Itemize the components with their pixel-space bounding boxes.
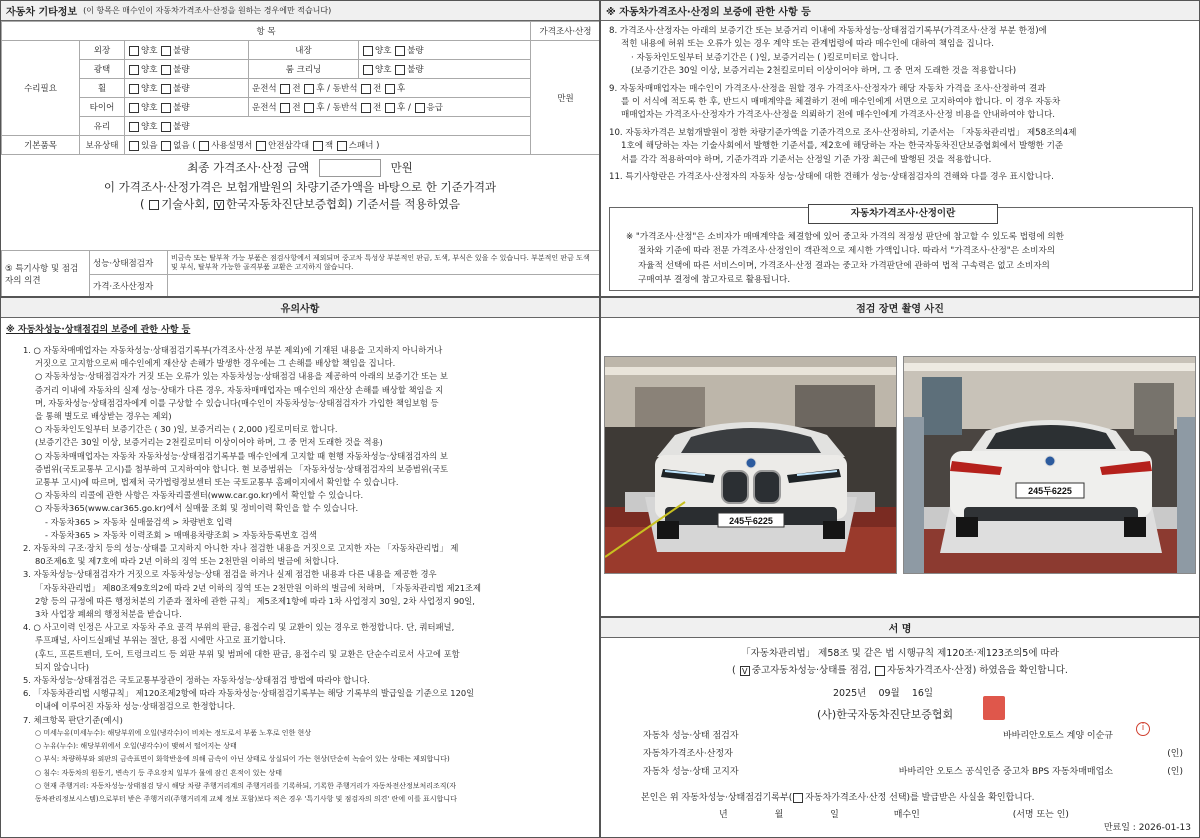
warranty-item: 서를 각각 적용하여야 하며, 기준가격과 기준서는 산정일 기준 가장 최근에 발행된 것을 적용합니다. [621, 154, 992, 165]
notes-header: 유의사항 [1, 298, 599, 318]
gloss-good-checkbox[interactable] [129, 65, 139, 75]
note-line: ○ 자동차365(www.car365.go.kr)에서 실매물 조회 및 정비이력 확인을 할 수 있습니다. [35, 503, 359, 514]
price-definition-title: 자동차가격조사·산정이란 [808, 204, 998, 224]
note-line: ○ 미세누유(미세누수): 해당부위에 오일(냉각수)이 비치는 정도로서 부품 노후로 인한 현상 [35, 728, 312, 737]
note-line: 2항 등의 규정에 따른 행정처분의 기준과 절차에 관한 규칙」 제5조제1항에 따라 1차 사업정지 30일, 2차 사업정지 90일, [35, 595, 475, 606]
note-line: 거짓으로 고지함으로써 매수인에게 재산상 손해가 발생한 경우에는 그 손해를 배상할 책임을 집니다. [35, 358, 396, 369]
manual-checkbox[interactable] [199, 141, 209, 151]
gloss-label: 광택 [80, 60, 125, 79]
holding-label: 보유상태 [80, 136, 125, 155]
wheel-passenger-rear-checkbox[interactable] [385, 84, 395, 94]
room-cleaning-label: 룸 크리닝 [249, 60, 359, 79]
pricer-label: 가격·조사산정자 [90, 275, 168, 298]
note-line: 3차 사업장 폐쇄의 행정처분을 받습니다. [35, 609, 182, 620]
note-line: ○ 누유(누수): 해당부위에서 오일(냉각수)이 맺혀서 떨어지는 상태 [35, 742, 237, 751]
basis-line1: 이 가격조사·산정가격은 보험개발원의 차량기준가액을 바탕으로 한 기준가격과 [103, 180, 497, 194]
tire-passenger-front-checkbox[interactable] [361, 103, 371, 113]
note-line: 되지 않습니다) [35, 661, 89, 672]
tire-options: 양호 불량 [125, 98, 249, 117]
wheel-driver-front-checkbox[interactable] [280, 84, 290, 94]
warranty-item: 9. 자동차매매업자는 매수인이 가격조사·산정을 원할 경우 가격조사·산정자가 해당 자동차 가격을 조사·산정하여 결과 [609, 83, 1046, 94]
note-line: 5. 자동차성능·상태점검은 국토교통부장관이 정하는 자동차성능·상태점검 방법에 따라야 합니다. [23, 675, 370, 686]
note-line: 증거리 이내에 자동차의 실제 성능·상태가 다른 경우, 자동차매매업자는 매수인의 재산상 손해를 배상할 책임을 지 [35, 384, 444, 395]
repair-label: 수리필요 [2, 41, 80, 136]
other-info-table [1, 21, 600, 155]
exterior-bad-checkbox[interactable] [161, 46, 171, 56]
definition-line: 절차와 기준에 따라 전문 가격조사·산정인이 객관적으로 제시한 가액입니다. 따라서 "가격조사·산정"은 소비자의 [638, 246, 1055, 257]
remarks-table [1, 250, 600, 297]
wheel-driver-rear-checkbox[interactable] [304, 84, 314, 94]
interior-good-checkbox[interactable] [363, 46, 373, 56]
tire-driver-rear-checkbox[interactable] [304, 103, 314, 113]
signature-org: (사)한국자동차진단보증협회 [817, 708, 954, 721]
rear-plate-text: 245두6225 [1028, 486, 1072, 496]
note-line: ○ 침수: 자동차의 원동기, 변속기 등 주요장치 일부가 물에 잠긴 흔적이 있는 상태 [35, 768, 283, 777]
final-price-row [1, 159, 599, 177]
basis-assoc-checkbox[interactable]: V [214, 200, 224, 210]
note-line: (후드, 프론트펜더, 도어, 트렁크리드 등 외판 부위 및 범퍼에 대한 판금, 용접수리 및 교환은 단순수리로서 사고에 포함 [35, 648, 460, 659]
gloss-bad-checkbox[interactable] [161, 65, 171, 75]
room-bad-checkbox[interactable] [395, 65, 405, 75]
price-warranty-panel [600, 0, 1200, 297]
association-seal [983, 696, 1005, 720]
signature-line1: 「자동차관리법」 제58조 및 같은 법 시행규칙 제120조·제123조의5에 따라 [741, 648, 1059, 659]
price-checkbox[interactable] [875, 666, 885, 676]
final-price-label: 최종 가격조사·산정 금액 [187, 160, 310, 175]
tire-position-options: 운전석 전 후 / 동반석 전 후 / 응급 [249, 98, 531, 117]
spanner-checkbox[interactable] [337, 141, 347, 151]
note-line: ○ 부식: 차량하부와 외판의 금속표면이 화학반응에 의해 금속이 아닌 상태로 상실되어 가는 현상(단순히 녹슬어 있는 상태는 제외합니다) [35, 755, 450, 764]
rear-car-photo [903, 356, 1196, 574]
wheel-bad-checkbox[interactable] [161, 84, 171, 94]
definition-line: 구매여부 결정에 참고자료로 활용됩니다. [638, 275, 791, 286]
signature-row [643, 764, 1183, 782]
note-line: 7. 체크항목 판단기준(예시) [23, 714, 123, 725]
pricer-note [168, 275, 601, 298]
jack-checkbox[interactable] [313, 141, 323, 151]
note-line: 「자동차관리법」 제80조제9호의2에 따라 2년 이하의 징역 또는 2천만원 이하의 벌금에 처하며, 「자동차관리법 제21조제 [35, 582, 482, 593]
tire-driver-front-checkbox[interactable] [280, 103, 290, 113]
holding-have-checkbox[interactable] [129, 141, 139, 151]
wheel-position-options: 운전석 전 후 / 동반석 전 후 [249, 79, 531, 98]
signature-row [643, 746, 1183, 764]
signer-label: 자동차 성능·상태 점검자 [643, 731, 739, 741]
interior-bad-checkbox[interactable] [395, 46, 405, 56]
signature-rows [643, 728, 1183, 782]
note-line: 증범위(국토교통부 고시)를 첨부하여 고지하여야 합니다. 현 보증범위는 「자동차성능·상태점검자의 보증범위(국토 [35, 463, 449, 474]
signature-line2: ( V 중고자동차성능·상태를 점검, 자동차가격조사·산정) 하였음을 확인합니다. [732, 665, 1068, 676]
definition-line: ※ "가격조사·산정"은 소비자가 매매계약을 체결함에 있어 중고차 가격의 적정성 판단에 참고할 수 있도록 법령에 의한 [626, 232, 1064, 242]
note-line: ○ 자동차인도일부터 보증기간은 ( 30 )일, 보증거리는 ( 2,000 )킬로미터로 합니다. [35, 424, 338, 435]
final-price-unit: 만원 [390, 160, 413, 175]
buyer-label: 매수인 [893, 810, 920, 820]
buyer-line: 년 월 일 매수인 (서명 또는 인) [719, 810, 1069, 820]
photos-header: 점검 장면 촬영 사진 [601, 298, 1199, 318]
signer-label: 자동차 성능·상태 고지자 [643, 767, 739, 777]
warranty-item: 1호에 해당하는 자는 기술사회에서 발행한 기준서를, 제2호에 해당하는 자는 한국자동차진단보증협회에서 발행한 기준 [621, 141, 1064, 152]
note-line: - 자동차365 > 자동차 실매물검색 > 차량번호 입력 [45, 516, 233, 527]
price-manwon: 만원 [531, 41, 600, 155]
other-info-panel [0, 0, 600, 297]
wheel-options: 양호 불량 [125, 79, 249, 98]
interior-options: 양호 불량 [359, 41, 531, 60]
inspector-note: 비금속 또는 탈부착 가능 부품은 점검사항에서 제외되며 중고차 특성상 부분적인 판금, 도색, 부식은 있을 수 있습니다. 부분적인 판금 도색 및 부식, 탈부착 가능한 골격부품 교환은 고지하지 않습니다. [168, 251, 601, 275]
note-line: ○ 현재 주행거리: 자동차성능·상태점검 당시 해당 차량 주행거리계의 주행거리를 기록하되, 기록한 주행거리가 자동차전산정보처리조직(자 [35, 781, 457, 790]
note-line: 4. ○ 사고이력 인정은 사고로 자동차 주요 골격 부위의 판금, 용접수리 및 교환이 있는 경우로 한정합니다. 단, 쿼터패널, [23, 622, 455, 633]
triangle-checkbox[interactable] [256, 141, 266, 151]
other-info-subtitle: (이 항목은 매수인이 자동차가격조사·산정을 원하는 경우에만 적습니다) [83, 6, 332, 15]
glass-bad-checkbox[interactable] [161, 122, 171, 132]
tire-label: 타이어 [80, 98, 125, 117]
sign-or-seal: (서명 또는 인) [1012, 810, 1069, 820]
warranty-item: 매매업자는 가격조사·산정자가 가격조사·산정을 의뢰하기 전에 매수인에게 가격조사·산정 비용을 안내하여야 합니다. [621, 110, 1055, 121]
warranty-item: 8. 가격조사·산정자는 아래의 보증기간 또는 보증거리 이내에 자동차성능·상태점검기록부(가격조사·산정 부분 한정)에 [609, 26, 1047, 36]
col-item-header: 항 목 [2, 22, 531, 41]
exterior-good-checkbox[interactable] [129, 46, 139, 56]
note-line: 1. ○ 자동차매매업자는 자동차성능·상태점검기록부(가격조사·산정 부분 제외)에 기재된 내용을 고지하지 아니하거나 [23, 345, 443, 355]
interior-label: 내장 [249, 41, 359, 60]
front-plate-text: 245두6225 [729, 516, 773, 526]
signer-seal: (인) [1167, 767, 1183, 777]
note-line: 며, 자동차성능·상태점검자에게 이를 구상할 수 있습니다(매수인이 자동차성능·상태점검자가 가입한 책임보험 등 [35, 397, 439, 408]
exterior-label: 외장 [80, 41, 125, 60]
tire-bad-checkbox[interactable] [161, 103, 171, 113]
signer-name: 바바리안오토스 계양 이순규 [1002, 731, 1113, 741]
note-line: ○ 자동차성능·상태점검자가 거짓 또는 오류가 있는 자동차성능·상태점검 내용을 제공하여 아래의 보증기간 또는 보 [35, 371, 448, 382]
other-info-header [1, 1, 599, 21]
holding-options: 있음 없음 ( 사용설명서 안전삼각대 잭 스패너 ) [125, 136, 531, 155]
room-good-checkbox[interactable] [363, 65, 373, 75]
warranty-item: 적힌 내용에 허위 또는 오류가 있는 경우 계약 또는 관계법령에 따라 매수인에 대하여 책임을 집니다. [621, 39, 995, 50]
note-line: ○ 자동차의 리콜에 관한 사항은 자동차리콜센터(www.car.go.kr)에서 확인할 수 있습니다. [35, 490, 364, 501]
warranty-item: · 자동차인도일부터 보증기간은 ( )일, 보증거리는 ( )킬로미터로 합니다. [631, 52, 899, 63]
inspector-stamp: i [1136, 722, 1150, 736]
tire-good-checkbox[interactable] [129, 103, 139, 113]
notes-subtitle: ※ 자동차성능·상태점검의 보증에 관한 사항 등 [6, 325, 191, 335]
remarks-label: ⑤ 특기사항 및 점검자의 의견 [2, 251, 90, 298]
warranty-item: 11. 특기사항란은 가격조사·산정자의 자동차 성능·상태에 대한 견해가 성능·상태점검자의 견해와 다를 경우 표시합니다. [609, 172, 1054, 183]
note-line: (보증기간은 30일 이상, 보증거리는 2천킬로미터 이상이어야 하며, 그 중 먼저 도래한 것을 적용) [35, 437, 383, 448]
warranty-item: 를 이 서식에 적도록 한 후, 반드시 매매계약을 체결하기 전에 매수인에게 서면으로 고지하여야 합니다. 이 경우 자동차 [621, 97, 1061, 108]
note-line: 교통부 고시)에 따르며, 법제처 국가법령정보센터 또는 국토교통부 홈페이지에서 확인할 수 있습니다. [35, 477, 399, 488]
receipt-price-checkbox[interactable] [793, 793, 803, 803]
note-line: 루프패널, 사이드실패널 부위는 절단, 용접 시에만 사고로 표기합니다. [35, 635, 286, 646]
note-line: 3. 자동차성능·상태점검자가 거짓으로 자동차성능·상태 점검을 하거나 실제 점검한 내용과 다른 내용을 제공한 경우 [23, 569, 437, 580]
holding-none-checkbox[interactable] [161, 141, 171, 151]
signature-date: 2025년 09월 16일 [833, 688, 934, 699]
note-line: - 자동차365 > 자동차 이력조회 > 매매용차량조회 > 자동차등록번호 검색 [45, 529, 317, 540]
signer-label: 자동차가격조사·산정자 [643, 749, 733, 759]
exterior-options: 양호 불량 [125, 41, 249, 60]
definition-line: 자율적 선택에 따른 서비스이며, 가격조사·산정 결과는 중고차 가격판단에 관하여 법적 구속력은 없고 소비자의 [638, 260, 1050, 271]
final-price-input[interactable] [319, 159, 381, 177]
basic-label: 기본품목 [2, 136, 80, 155]
glass-options: 양호 불량 [125, 117, 531, 136]
price-warranty-header: ※ 자동차가격조사·산정의 보증에 관한 사항 등 [601, 1, 1199, 21]
wheel-label: 휠 [80, 79, 125, 98]
performance-checkbox[interactable]: V [740, 666, 750, 676]
receipt-line: 본인은 위 자동차성능·상태점검기록부( 자동차가격조사·산정 선택)를 발급받은 사실을 확인합니다. [641, 793, 1035, 803]
signature-panel [600, 617, 1200, 838]
note-line: 2. 자동차의 구조·장치 등의 성능·상태를 고지하지 아니한 자나 점검한 내용을 거짓으로 고지한 자는 「자동차관리법」 제 [23, 543, 459, 554]
signature-header: 서 명 [601, 618, 1199, 638]
final-price-block [1, 155, 599, 215]
notes-panel [0, 297, 600, 838]
inspector-label: 성능·상태점검자 [90, 251, 168, 275]
other-info-title: 자동차 기타정보 [6, 7, 78, 18]
gloss-options: 양호 불량 [125, 60, 249, 79]
room-cleaning-options: 양호 불량 [359, 60, 531, 79]
note-line: 이내에 이루어진 자동차 성능·상태점검으로 한정합니다. [35, 701, 236, 712]
note-line: 을 통해 별도로 배상받는 경우는 제외) [35, 411, 172, 422]
note-line: 6. 「자동차관리법 시행규칙」 제120조제2항에 따라 자동차성능·상태점검기록부는 해당 기록부의 발급일을 기준으로 120일 [23, 688, 475, 699]
price-definition-box [609, 207, 1193, 291]
wheel-good-checkbox[interactable] [129, 84, 139, 94]
glass-good-checkbox[interactable] [129, 122, 139, 132]
signer-seal: (인) [1167, 749, 1183, 759]
signer-name: 바바리안 오토스 공식인증 중고차 BPS 자동차매매업소 [898, 767, 1113, 777]
front-car-photo [604, 356, 897, 574]
expiry-date: 만료일 : 2026-01-13 [1103, 823, 1191, 833]
tire-passenger-rear-checkbox[interactable] [385, 103, 395, 113]
warranty-item: (보증기간은 30일 이상, 보증거리는 2천킬로미터 이상이어야 하며, 그 중 먼저 도래한 것을 적용합니다) [631, 66, 1017, 77]
glass-label: 유리 [80, 117, 125, 136]
price-warranty-items [601, 21, 1199, 184]
wheel-passenger-front-checkbox[interactable] [361, 84, 371, 94]
note-line: ○ 자동차매매업자는 자동차 자동차성능·상태점검기록부를 매수인에게 고지할 때 현행 자동차성능·상태점검자의 보 [35, 450, 448, 461]
note-line: 동차관리정보시스템)으로부터 받은 주행거리(주행거리계 교체 정보 포함)보다 적은 경우 '특기사항 및 점검자의 의견' 란에 이를 표시합니다 [35, 794, 457, 803]
signature-row [643, 728, 1183, 746]
warranty-item: 10. 자동차가격은 보험개발원이 정한 차량기준가액을 기준가격으로 조사·산정하되, 기준서는 「자동차관리법」 제58조의4제 [609, 127, 1077, 138]
tire-emergency-checkbox[interactable] [415, 103, 425, 113]
col-price-header: 가격조사·산정 [531, 22, 600, 41]
note-line: 80조제6호 및 제7호에 따라 2년 이하의 징역 또는 2천만원 이하의 벌금에 처합니다. [35, 556, 339, 567]
basis-line2: ( 기술사회, V 한국자동차진단보증협회) 기준서를 적용하였음 [140, 197, 460, 211]
notes-list [1, 341, 599, 806]
basis-tech-checkbox[interactable] [149, 200, 159, 210]
